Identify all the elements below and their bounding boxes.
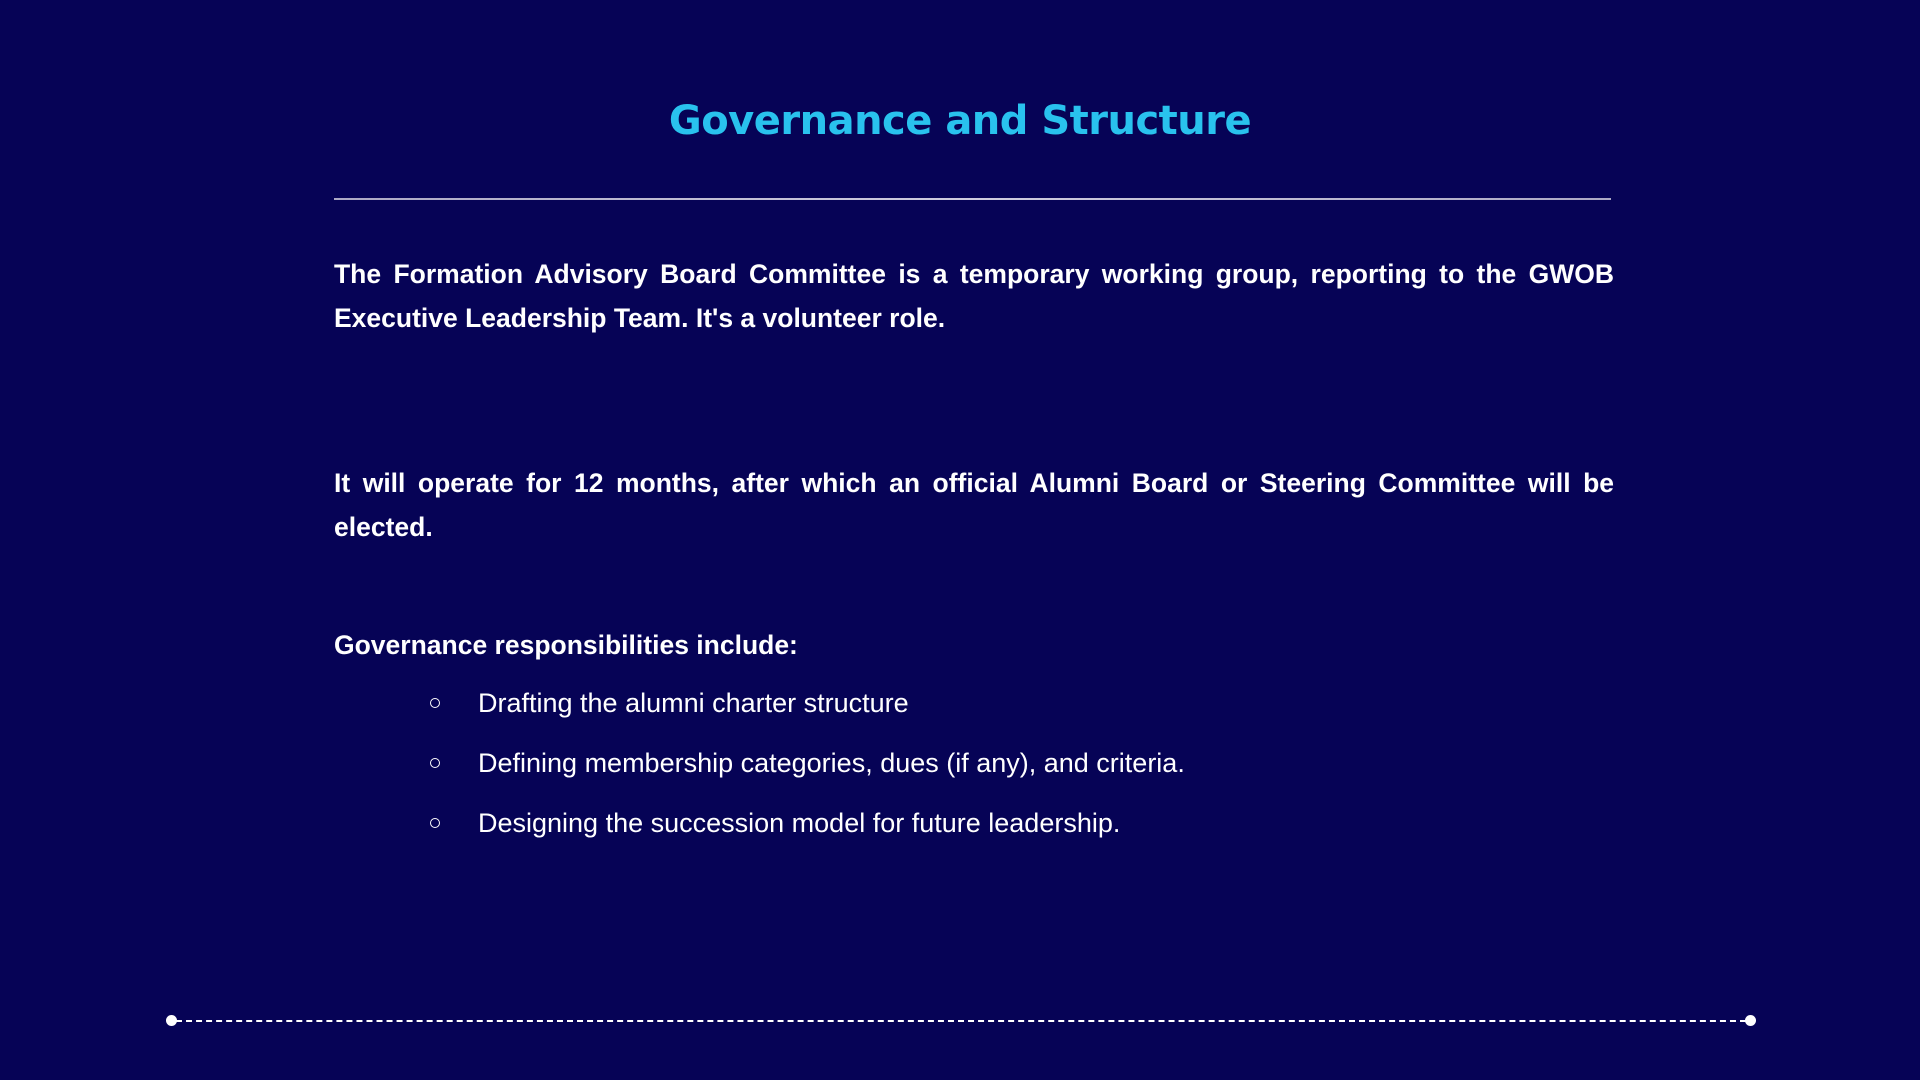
list-item [430,733,1614,793]
list-item-label: Designing the succession model for future leadership. [478,808,1121,838]
footer-dot-right-icon [1745,1015,1756,1026]
circle-bullet-icon [430,793,444,853]
responsibilities-heading: Governance responsibilities include: [334,630,798,660]
list-item-label: Defining membership categories, dues (if any), and criteria. [478,748,1185,778]
circle-bullet-icon [430,673,444,733]
list-item-label: Drafting the alumni charter structure [478,688,909,718]
footer-dashed-line [176,1020,1746,1022]
slide-body [334,252,1614,853]
circle-bullet-icon [430,733,444,793]
page-title: Governance and Structure [668,98,1252,144]
footer-decoration [166,1015,1756,1027]
paragraph-2: It will operate for 12 months, after which an official Alumni Board or Steering Committee will be elected. [334,468,1614,542]
spacer-1 [334,340,1614,461]
spacer-2 [334,549,1614,625]
list-item [430,793,1614,853]
responsibilities-list [334,673,1614,853]
paragraph-1: The Formation Advisory Board Committee is a temporary working group, reporting to the GWOB Executive Leadership Team. It's a volunteer role. [334,259,1614,333]
title-divider [334,198,1611,200]
list-item [430,673,1614,733]
